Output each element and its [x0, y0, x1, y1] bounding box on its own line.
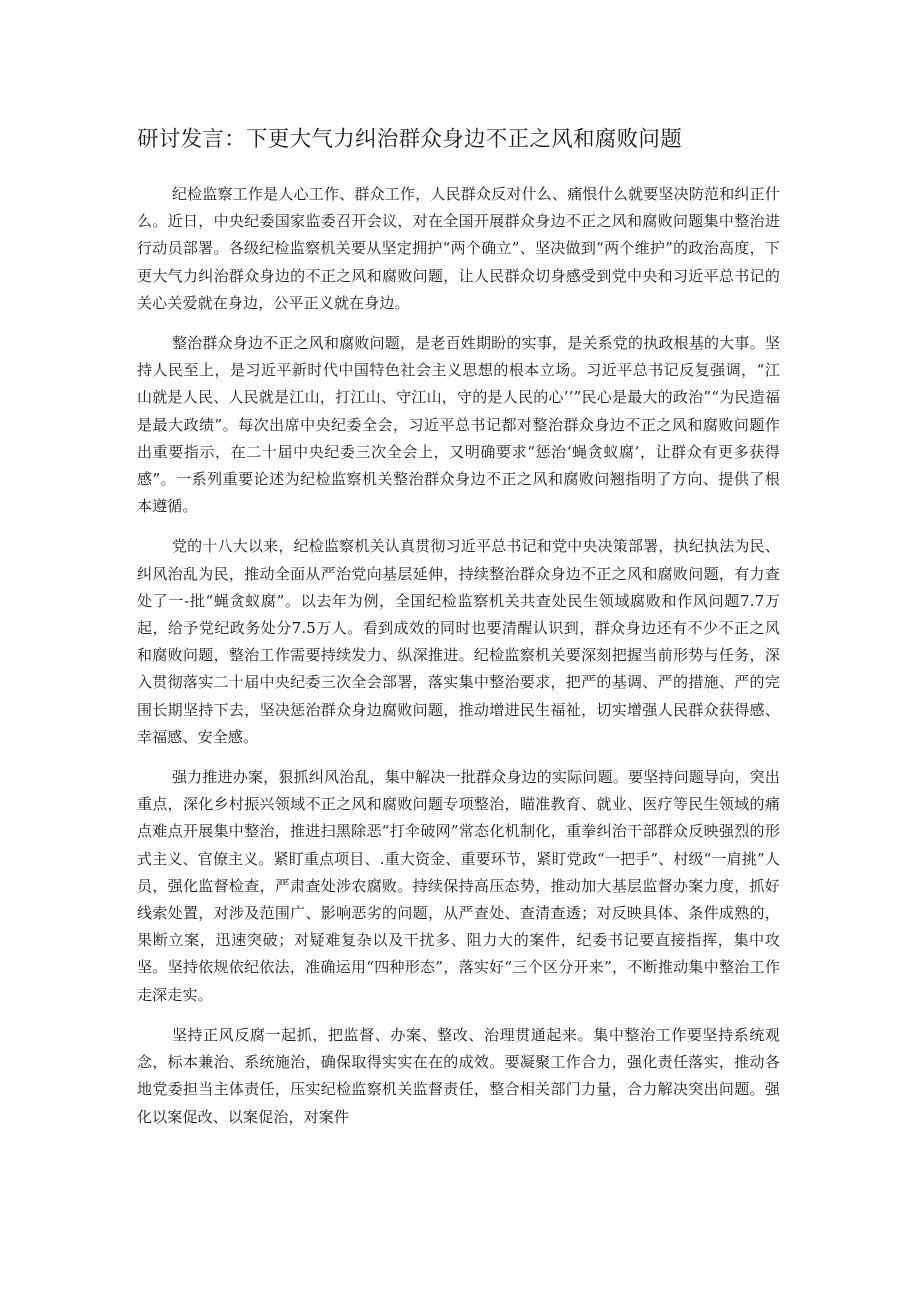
paragraph-3: 党的十八大以来，纪检监察机关认真贯彻习近平总书记和党中央决策部署，执纪执法为民、纠风治乱为民，推动全面从严治党向基层延伸，持续整治群众身边不正之风和腐败问题，有力查处了一-批“蝇贪蚁腐”。以去年为例，全国纪检监察机关共查处民生领域腐败和作风问题7.7万起，给予党纪政务处分7.5万人。看到成效的同时也要清醒认识到，群众身边还有不少不正之风和腐败问题，整治工作需要持续发力、纵深推进。纪检监察机关要深刻把握当前形势与任务，深入贯彻落实二十届中央纪委三次全会部署，落实集中整治要求，把严的基调、严的措施、严的完围长期坚持下去，坚决惩治群众身边腐败问题，推动增进民生福祉，切实增强人民群众获得感、幸福感、安全感。 [137, 537, 780, 746]
paragraph-4: 强力推进办案，狠抓纠风治乱，集中解决一批群众身边的实际问题。要坚持问题导向，突出重点，深化乡村振兴领域不正之风和腐败问题专项整治，瞄准教育、就业、医疗等民生领域的痛点难点开展集中整治，推进扫黑除恶“打伞破网”常态化机制化，重拳纠治干部群众反映强烈的形式主义、官僚主义。紧盯重点项目、.重大资金、重要环节，紧盯党政“一把手”、村级“一肩挑”人员，强化监督检查，严肃查处涉农腐败。持续保持高压态势，推动加大基层监督办案力度，抓好线索处置，对涉及范围广、影响恶劣的问题，从严查处、查清查透；对反映具体、条件成熟的，果断立案，迅速突破；对疑难复杂以及干扰多、阻力大的案件，纪委书记要直接指挥，集中攻坚。坚持依规依纪依法，准确运用“四种形态”，落实好“三个区分开来”，不断推动集中整治工作走深走实。 [137, 768, 780, 1004]
document-title: 研讨发言：下更大气力纠治群众身边不正之风和腐败问题 [137, 127, 683, 152]
document-body [137, 181, 780, 1144]
paragraph-5: 坚持正风反腐一起抓，把监督、办案、整改、治理贯通起来。集中整治工作要坚持系统观念，标本兼治、系统施治，确保取得实实在在的成效。要凝聚工作合力，强化责任落实，推动各地党委担当主体责任，压实纪检监察机关监督责任，整合相关部门力量，合力解决突出问题。强化以案促改、以案促治，对案件 [137, 1025, 780, 1126]
paragraph-2: 整治群众身边不正之风和腐败问题，是老百姓期盼的实事，是关系党的执政根基的大事。坚持人民至上，是习近平新时代中国特色社会主义思想的根本立场。习近平总书记反复强调，“江山就是人民、人民就是江山，打江山、守江山，守的是人民的心’’”民心是最大的政治”“为民造福是最大政绩”。每次出席中央纪委全会，习近平总书记都对整治群众身边不正之风和腐败问题作出重要指示，在二十届中央纪委三次全会上，又明确要求“惩治‘蝇贪蚁腐’，让群众有更多获得感”。一系列重要论述为纪检监察机关整治群众身边不正之风和腐败问翘指明了方向、提供了根本遵循。 [137, 334, 780, 516]
paragraph-1: 纪检监察工作是人心工作、群众工作，人民群众反对什么、痛恨什么就要坚决防范和纠正什么。近日，中央纪委国家监委召开会议，对在全国开展群众身边不正之风和腐败问题集中整治进行动员部署。各级纪检监察机关要从坚定拥护“两个确立”、坚决做到“两个维护”的政治高度，下更大气力纠治群众身边的不正之风和腐败问题，让人民群众切身感受到党中央和习近平总书记的关心关爱就在身边，公平正义就在身边。 [137, 185, 780, 312]
